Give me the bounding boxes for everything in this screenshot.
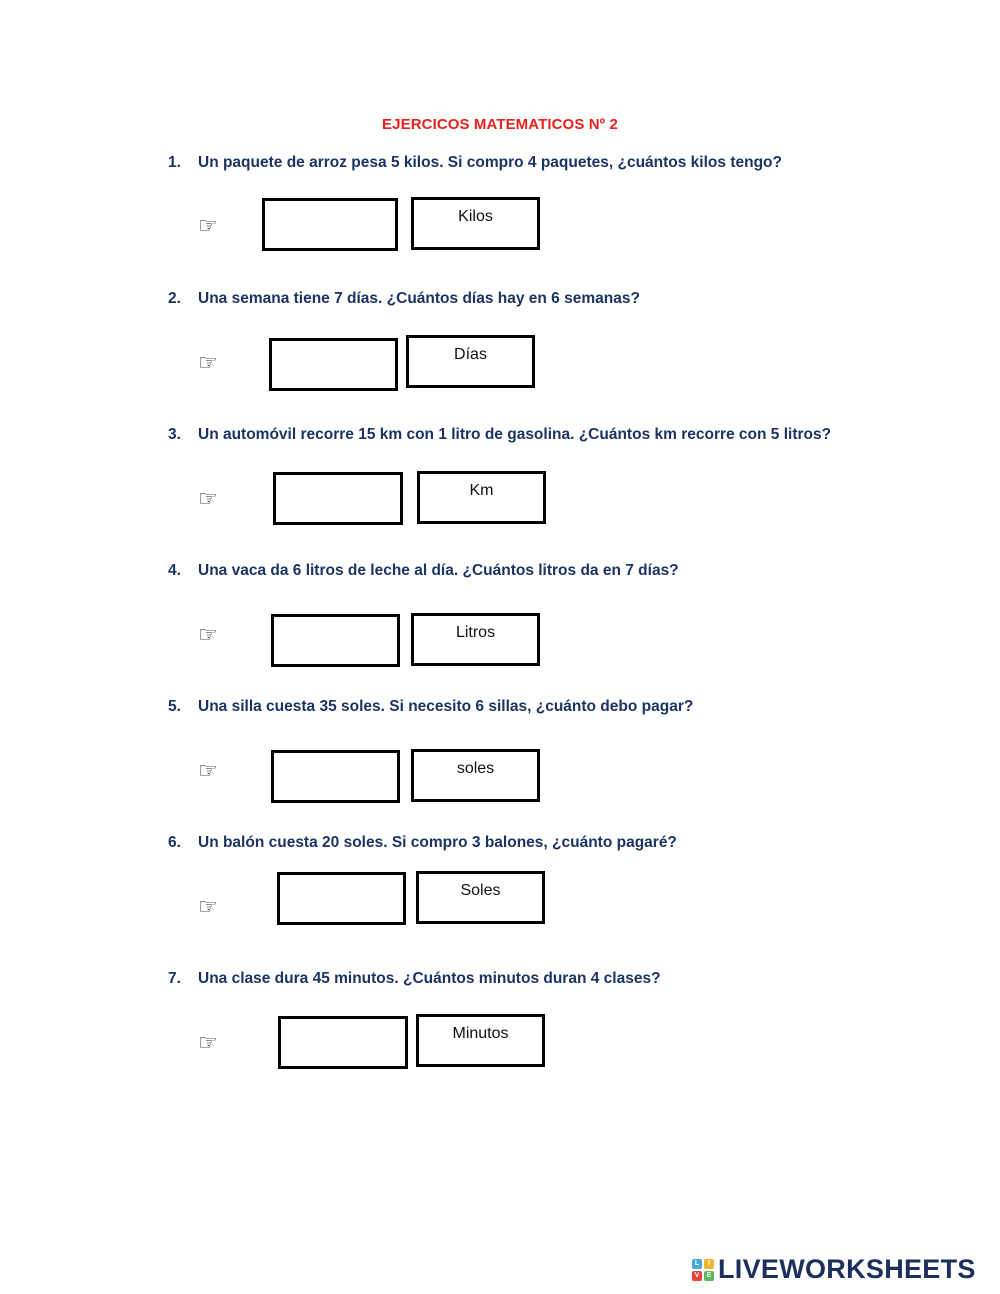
pointing-hand-icon: ☞ [198,351,218,376]
question-number: 2. [168,290,181,307]
pointing-hand-icon: ☞ [198,1031,218,1056]
question-number: 1. [168,154,181,171]
logo-letter: I [704,1259,714,1269]
logo-letter: L [692,1259,702,1269]
pointing-hand-icon: ☞ [198,759,218,784]
question-5 [168,698,693,716]
question-text: Una semana tiene 7 días. ¿Cuántos días hay en 6 semanas? [198,290,640,307]
logo-letter: V [692,1271,702,1281]
unit-label-5: soles [411,749,540,802]
question-text: Una vaca da 6 litros de leche al día. ¿Cuántos litros da en 7 días? [198,562,679,579]
answer-input-4[interactable] [271,614,400,667]
question-text: Un automóvil recorre 15 km con 1 litro de gasolina. ¿Cuántos km recorre con 5 litros? [198,426,832,443]
pointing-hand-icon: ☞ [198,895,218,920]
liveworksheets-logo[interactable] [692,1254,976,1285]
answer-input-3[interactable] [273,472,403,525]
question-text: Una silla cuesta 35 soles. Si necesito 6 sillas, ¿cuánto debo pagar? [198,698,694,715]
answer-input-2[interactable] [269,338,398,391]
question-text: Un balón cuesta 20 soles. Si compro 3 balones, ¿cuánto pagaré? [198,834,677,851]
question-7 [168,970,661,988]
question-4 [168,562,679,580]
unit-label-4: Litros [411,613,540,666]
answer-input-1[interactable] [262,198,398,251]
question-6 [168,834,677,852]
answer-input-7[interactable] [278,1016,408,1069]
unit-label-3: Km [417,471,546,524]
brand-name: LIVEWORKSHEETS [718,1254,976,1284]
unit-label-1: Kilos [411,197,540,250]
pointing-hand-icon: ☞ [198,487,218,512]
question-text: Un paquete de arroz pesa 5 kilos. Si compro 4 paquetes, ¿cuántos kilos tengo? [198,154,782,171]
question-number: 4. [168,562,181,579]
question-number: 6. [168,834,181,851]
unit-label-7: Minutos [416,1014,545,1067]
question-text: Una clase dura 45 minutos. ¿Cuántos minutos duran 4 clases? [198,970,661,987]
question-number: 3. [168,426,181,443]
worksheet-title: EJERCICOS MATEMATICOS Nº 2 [382,116,618,133]
question-number: 5. [168,698,181,715]
answer-input-6[interactable] [277,872,406,925]
unit-label-6: Soles [416,871,545,924]
question-1 [168,154,782,172]
pointing-hand-icon: ☞ [198,214,218,239]
question-number: 7. [168,970,181,987]
question-3 [168,426,831,444]
logo-mark-icon [692,1259,714,1281]
question-2 [168,290,640,308]
answer-input-5[interactable] [271,750,400,803]
logo-letter: E [704,1271,714,1281]
unit-label-2: Días [406,335,535,388]
pointing-hand-icon: ☞ [198,623,218,648]
